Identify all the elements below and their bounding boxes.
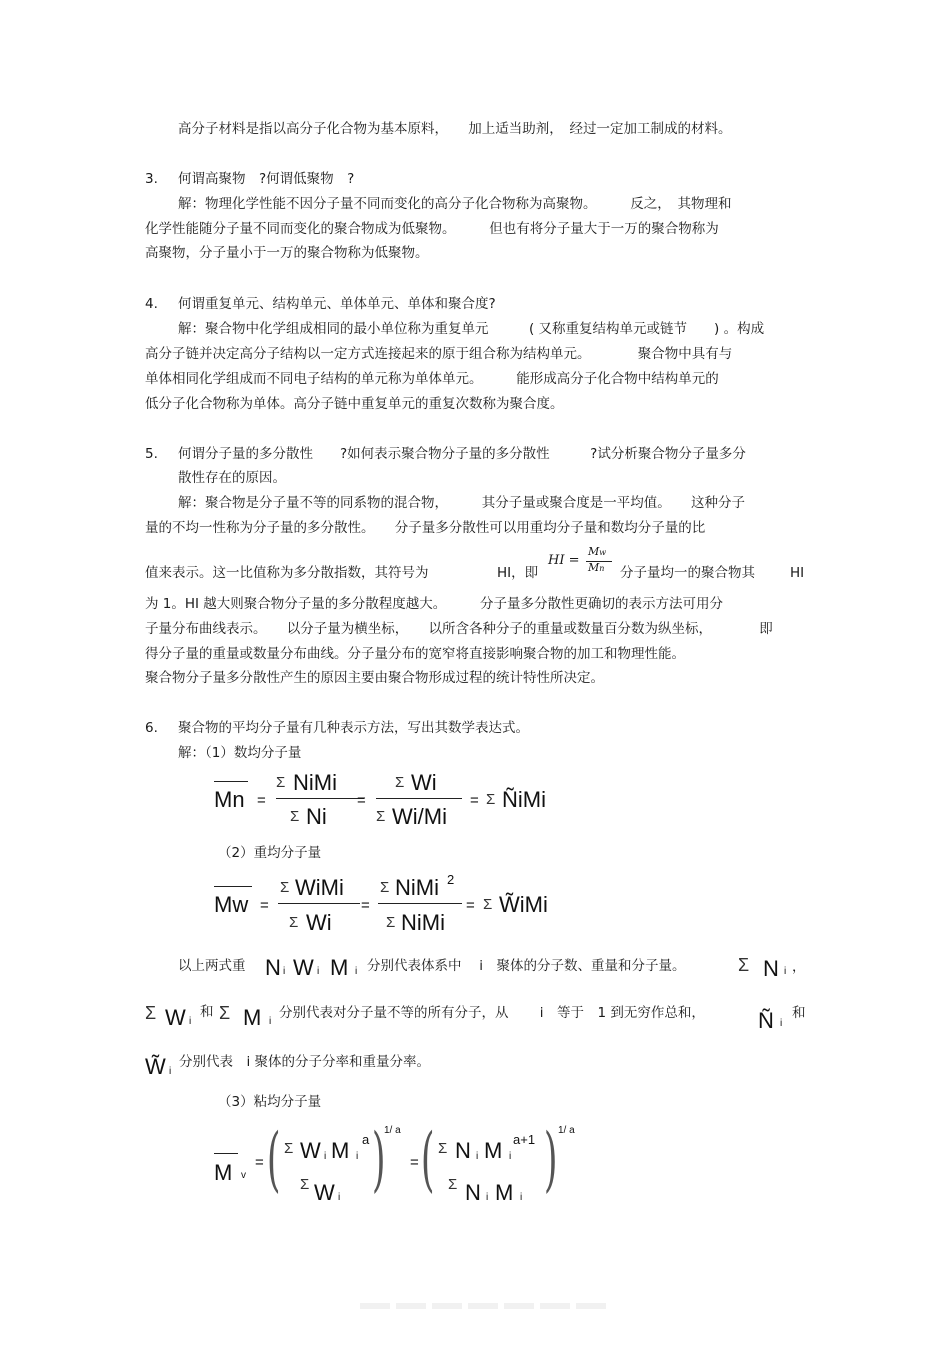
subscript-i: i	[283, 966, 286, 977]
symbol-n: N	[455, 1138, 471, 1163]
subscript-i: i	[269, 1016, 272, 1027]
q4-number: 4.	[145, 296, 158, 312]
outer-exponent: 1/ a	[558, 1125, 575, 1136]
outer-exponent: 1/ a	[384, 1125, 401, 1136]
symbol-m: M	[484, 1138, 503, 1163]
symbol-w: W	[293, 955, 314, 980]
left-paren: (	[420, 1118, 435, 1200]
exponent-a: a	[362, 1132, 370, 1147]
q5-answer-line: 为 1。HI 越大则聚合物分子量的多分散程度越大。 分子量多分散性更确切的表示方法可用分	[145, 596, 724, 612]
subscript-i: i	[324, 1151, 327, 1162]
mw-exponent: 2	[447, 872, 455, 887]
sigma-symbol: Σ	[276, 774, 286, 791]
subscript-i: i	[476, 1151, 479, 1162]
q6-solution-label: 解：（1）数均分子量	[178, 745, 302, 761]
sigma-symbol: Σ	[289, 914, 299, 931]
equals-sign: =	[410, 1154, 419, 1171]
q4-answer-line: 单体相同化学组成而不同电子结构的单元称为单体单元。 能形成高分子化合物中结构单元的	[145, 371, 719, 387]
q4-answer-line: 解：聚合物中化学组成相同的最小单位称为重复单元 ( 又称重复结构单元或链节 ) 。构成	[178, 321, 765, 337]
subscript-i: i	[509, 1151, 512, 1162]
subscript-i: i	[338, 1192, 341, 1203]
mw-formula	[210, 872, 570, 940]
mv-lhs: M	[214, 1160, 233, 1185]
mw-numerator-1: WiMi	[295, 875, 344, 900]
sigma-symbol: Σ	[376, 808, 386, 825]
subscript-i: i	[780, 1018, 783, 1029]
sigma-symbol: Σ	[145, 1003, 157, 1023]
comma: ，	[792, 959, 806, 975]
equals-sign: =	[466, 897, 475, 914]
hi-formula: HI = Mw Mn	[548, 548, 616, 578]
mv-formula	[210, 1120, 590, 1210]
sigma-symbol: Σ	[300, 1176, 310, 1193]
explain-text-2: 分别代表对分子量不等的所有分子，从 i 等于 1 到无穷作总和，	[279, 1005, 705, 1021]
mn-formula	[210, 770, 570, 835]
sigma-symbol: Σ	[738, 955, 750, 975]
q6-label-weight-average: （2）重均分子量	[218, 845, 322, 861]
sigma-symbol: Σ	[386, 914, 396, 931]
mn-numerator-1: NiMi	[293, 770, 337, 795]
equals-sign: =	[255, 1154, 264, 1171]
q3-answer-line: 高聚物，分子量小于一万的聚合物称为低聚物。	[145, 245, 429, 261]
equals-sign: =	[361, 897, 370, 914]
subscript-i: i	[486, 1192, 489, 1203]
symbol-n: N	[465, 1180, 481, 1205]
symbol-m: M	[243, 1005, 262, 1030]
right-paren: )	[371, 1118, 386, 1200]
sigma-symbol: Σ	[486, 791, 496, 808]
sigma-symbol: Σ	[438, 1140, 448, 1157]
subscript-i: i	[356, 1151, 359, 1162]
symbol-w: W	[300, 1138, 321, 1163]
mn-lhs: Mn	[214, 787, 245, 812]
equals-sign: =	[260, 897, 269, 914]
mw-denominator-2: NiMi	[401, 910, 445, 935]
w-tilde-symbol: W̃	[145, 1054, 166, 1079]
q5-answer-line: 得分子量的重量或数量分布曲线。分子量分布的宽窄将直接影响聚合物的加工和物理性能。	[145, 646, 685, 662]
explain-text-3: 分别代表 i 聚体的分子分率和重量分率。	[179, 1054, 431, 1070]
symbol-w: W	[165, 1005, 186, 1030]
mw-denominator-1: Wi	[306, 910, 332, 935]
q4-question: 何谓重复单元、结构单元、单体单元、单体和聚合度?	[178, 296, 496, 312]
subscript-i: i	[355, 966, 358, 977]
mw-numerator-2: NiMi	[395, 875, 439, 900]
mw-result: W̃iMi	[499, 892, 548, 917]
symbol-m: M	[495, 1180, 514, 1205]
symbol-m: M	[330, 955, 349, 980]
explain-text-1a: 以上两式重	[178, 958, 246, 974]
equals-sign: =	[257, 792, 266, 809]
sigma-symbol: Σ	[219, 1003, 231, 1023]
q6-label-viscosity-average: （3）粘均分子量	[218, 1094, 322, 1110]
subscript-i: i	[189, 1016, 192, 1027]
symbol-n: N	[763, 956, 779, 981]
q5-hi-text-c: HI	[790, 565, 805, 581]
intro-line: 高分子材料是指以高分子化合物为基本原料， 加上适当助剂， 经过一定加工制成的材料。	[178, 121, 732, 137]
n-tilde-symbol: Ñ	[758, 1008, 774, 1033]
q5-answer-line: 聚合物分子量多分散性产生的原因主要由聚合物形成过程的统计特性所决定。	[145, 670, 604, 686]
mn-denominator-1: Ni	[306, 804, 327, 829]
left-paren: (	[266, 1118, 281, 1200]
subscript-i: i	[784, 966, 787, 977]
symbol-n: N	[265, 955, 281, 980]
and-text: 和	[792, 1005, 806, 1021]
q6-number: 6.	[145, 720, 158, 736]
q3-answer-line: 化学性能随分子量不同而变化的聚合物成为低聚物。 但也有将分子量大于一万的聚合物称为	[145, 221, 719, 237]
sigma-symbol: Σ	[395, 774, 405, 791]
symbol-m: M	[331, 1138, 350, 1163]
q5-number: 5.	[145, 446, 158, 462]
q3-number: 3.	[145, 171, 158, 187]
mn-numerator-2: Wi	[411, 770, 437, 795]
q4-answer-line: 低分子化合物称为单体。高分子链中重复单元的重复次数称为聚合度。	[145, 396, 564, 412]
sigma-symbol: Σ	[290, 808, 300, 825]
q6-question: 聚合物的平均分子量有几种表示方法，写出其数学表达式。	[178, 720, 529, 736]
right-paren: )	[543, 1118, 558, 1200]
sigma-symbol: Σ	[380, 879, 390, 896]
q5-answer-line: 解：聚合物是分子量不等的同系物的混合物， 其分子量或聚合度是一平均值。 这种分子	[178, 495, 745, 511]
mn-result: ÑiMi	[502, 787, 546, 812]
sigma-symbol: Σ	[284, 1140, 294, 1157]
equals-sign: =	[357, 792, 366, 809]
q5-hi-symbol: HI，即	[497, 565, 539, 581]
symbol-w: W	[314, 1180, 335, 1205]
q4-answer-line: 高分子链并决定高分子结构以一定方式连接起来的原于组合称为结构单元。 聚合物中具有与	[145, 346, 733, 362]
mn-denominator-2: Wi/Mi	[392, 804, 447, 829]
and-text: 和	[200, 1004, 214, 1020]
subscript-i: i	[317, 966, 320, 977]
q3-question: 何谓高聚物 ?何谓低聚物 ?	[178, 171, 355, 187]
sigma-symbol: Σ	[483, 896, 493, 913]
q3-answer-line: 解：物理化学性能不因分子量不同而变化的高分子化合物称为高聚物。 反之， 其物理和	[178, 196, 732, 212]
q5-hi-text: 值来表示。这一比值称为多分散指数，其符号为	[145, 565, 429, 581]
q5-answer-line: 量的不均一性称为分子量的多分散性。 分子量多分散性可以用重均分子量和数均分子量的比	[145, 520, 706, 536]
faint-footer-watermark	[360, 1303, 610, 1309]
equals-sign: =	[470, 792, 479, 809]
mv-subscript: v	[241, 1170, 246, 1181]
q5-question-cont: 散性存在的原因。	[178, 470, 286, 486]
q5-answer-line: 子量分布曲线表示。 以分子量为横坐标， 以所含各种分子的重量或数量百分数为纵坐标， 即	[145, 621, 773, 637]
explain-text-1b: 分别代表体系中 i 聚体的分子数、重量和分子量。	[367, 958, 686, 974]
exponent-a-plus-1: a+1	[513, 1132, 536, 1147]
q5-hi-text-b: 分子量均一的聚合物其	[620, 565, 755, 581]
subscript-i: i	[520, 1192, 523, 1203]
q5-question: 何谓分子量的多分散性 ?如何表示聚合物分子量的多分散性 ?试分析聚合物分子量多分	[178, 446, 746, 462]
sigma-symbol: Σ	[448, 1176, 458, 1193]
sigma-symbol: Σ	[280, 879, 290, 896]
subscript-i: i	[169, 1066, 172, 1077]
mw-lhs: Mw	[214, 892, 249, 917]
